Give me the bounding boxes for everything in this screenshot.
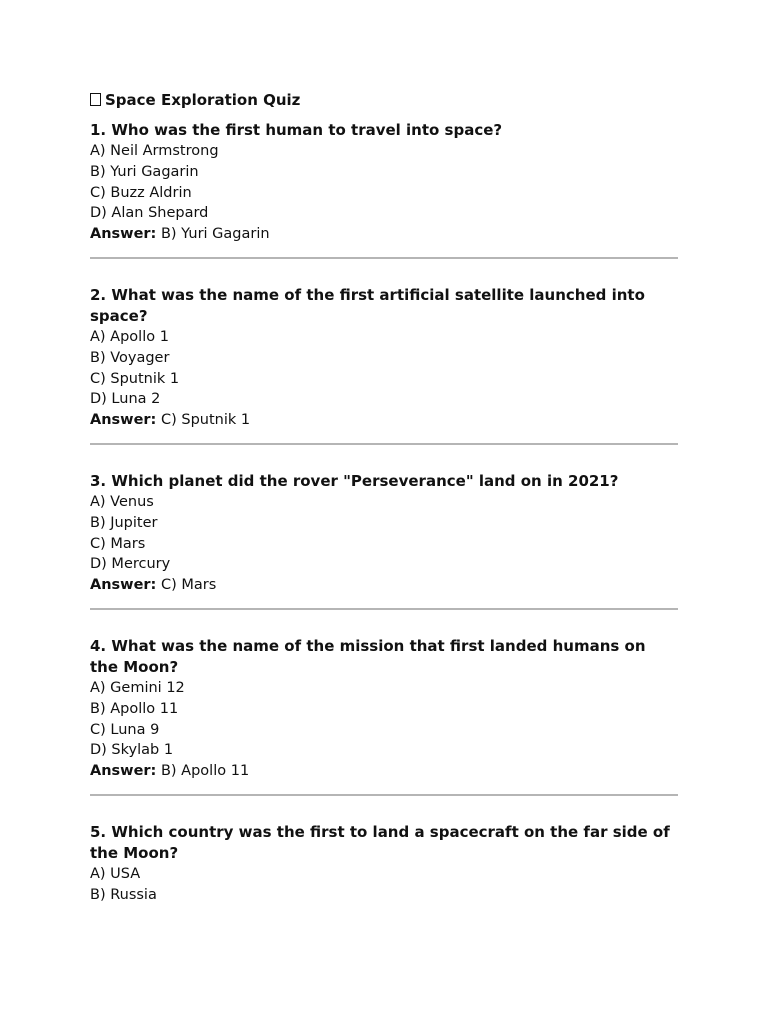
missing-glyph-icon xyxy=(90,93,101,106)
option-d: D) Alan Shepard xyxy=(90,205,209,222)
answer-value: C) Mars xyxy=(160,577,217,594)
question-text: 3. Which planet did the rover "Perseverance" land on in 2021? xyxy=(90,471,619,490)
answer-label: Answer: xyxy=(90,763,157,780)
divider xyxy=(90,443,678,445)
question-block-4 xyxy=(90,636,678,782)
divider xyxy=(90,794,678,796)
quiz-title-text: Space Exploration Quiz xyxy=(105,91,301,109)
option-a: A) Apollo 1 xyxy=(90,328,169,345)
answer-label: Answer: xyxy=(90,412,157,429)
quiz-title xyxy=(90,89,678,111)
option-b: B) Yuri Gagarin xyxy=(90,163,199,180)
option-b: B) Apollo 11 xyxy=(90,700,179,717)
option-a: A) Neil Armstrong xyxy=(90,143,219,159)
answer-label: Answer: xyxy=(90,577,157,594)
question-block-1 xyxy=(90,120,678,245)
answer-value: C) Sputnik 1 xyxy=(160,412,251,429)
answer-line xyxy=(90,224,678,245)
answer-line xyxy=(90,575,678,596)
option-b: B) Russia xyxy=(90,886,157,903)
option-a: A) Venus xyxy=(90,493,154,510)
option-c: C) Luna 9 xyxy=(90,721,160,738)
question-text: 1. Who was the first human to travel into space? xyxy=(90,121,503,139)
option-c: C) Buzz Aldrin xyxy=(90,184,192,201)
divider xyxy=(90,257,678,259)
question-block-5 xyxy=(90,822,678,906)
option-d: D) Luna 2 xyxy=(90,391,161,408)
answer-value: B) Yuri Gagarin xyxy=(160,226,270,243)
option-b: B) Voyager xyxy=(90,349,170,366)
option-d: D) Skylab 1 xyxy=(90,742,174,759)
question-block-3 xyxy=(90,471,678,596)
divider xyxy=(90,608,678,610)
question-block-2 xyxy=(90,285,678,431)
question-text: 2. What was the name of the first artificial satellite launched into space? xyxy=(90,285,645,325)
quiz-content xyxy=(90,89,678,906)
option-a: A) Gemini 12 xyxy=(90,679,185,696)
option-c: C) Sputnik 1 xyxy=(90,370,180,387)
option-a: A) USA xyxy=(90,865,141,882)
answer-line xyxy=(90,410,678,431)
question-text: 5. Which country was the first to land a spacecraft on the far side of the Moon? xyxy=(90,822,670,862)
answer-value: B) Apollo 11 xyxy=(160,763,250,780)
answer-line xyxy=(90,761,678,782)
answer-label: Answer: xyxy=(90,226,157,243)
option-d: D) Mercury xyxy=(90,556,171,573)
option-c: C) Mars xyxy=(90,535,146,552)
option-b: B) Jupiter xyxy=(90,514,158,531)
question-text: 4. What was the name of the mission that first landed humans on the Moon? xyxy=(90,636,646,676)
